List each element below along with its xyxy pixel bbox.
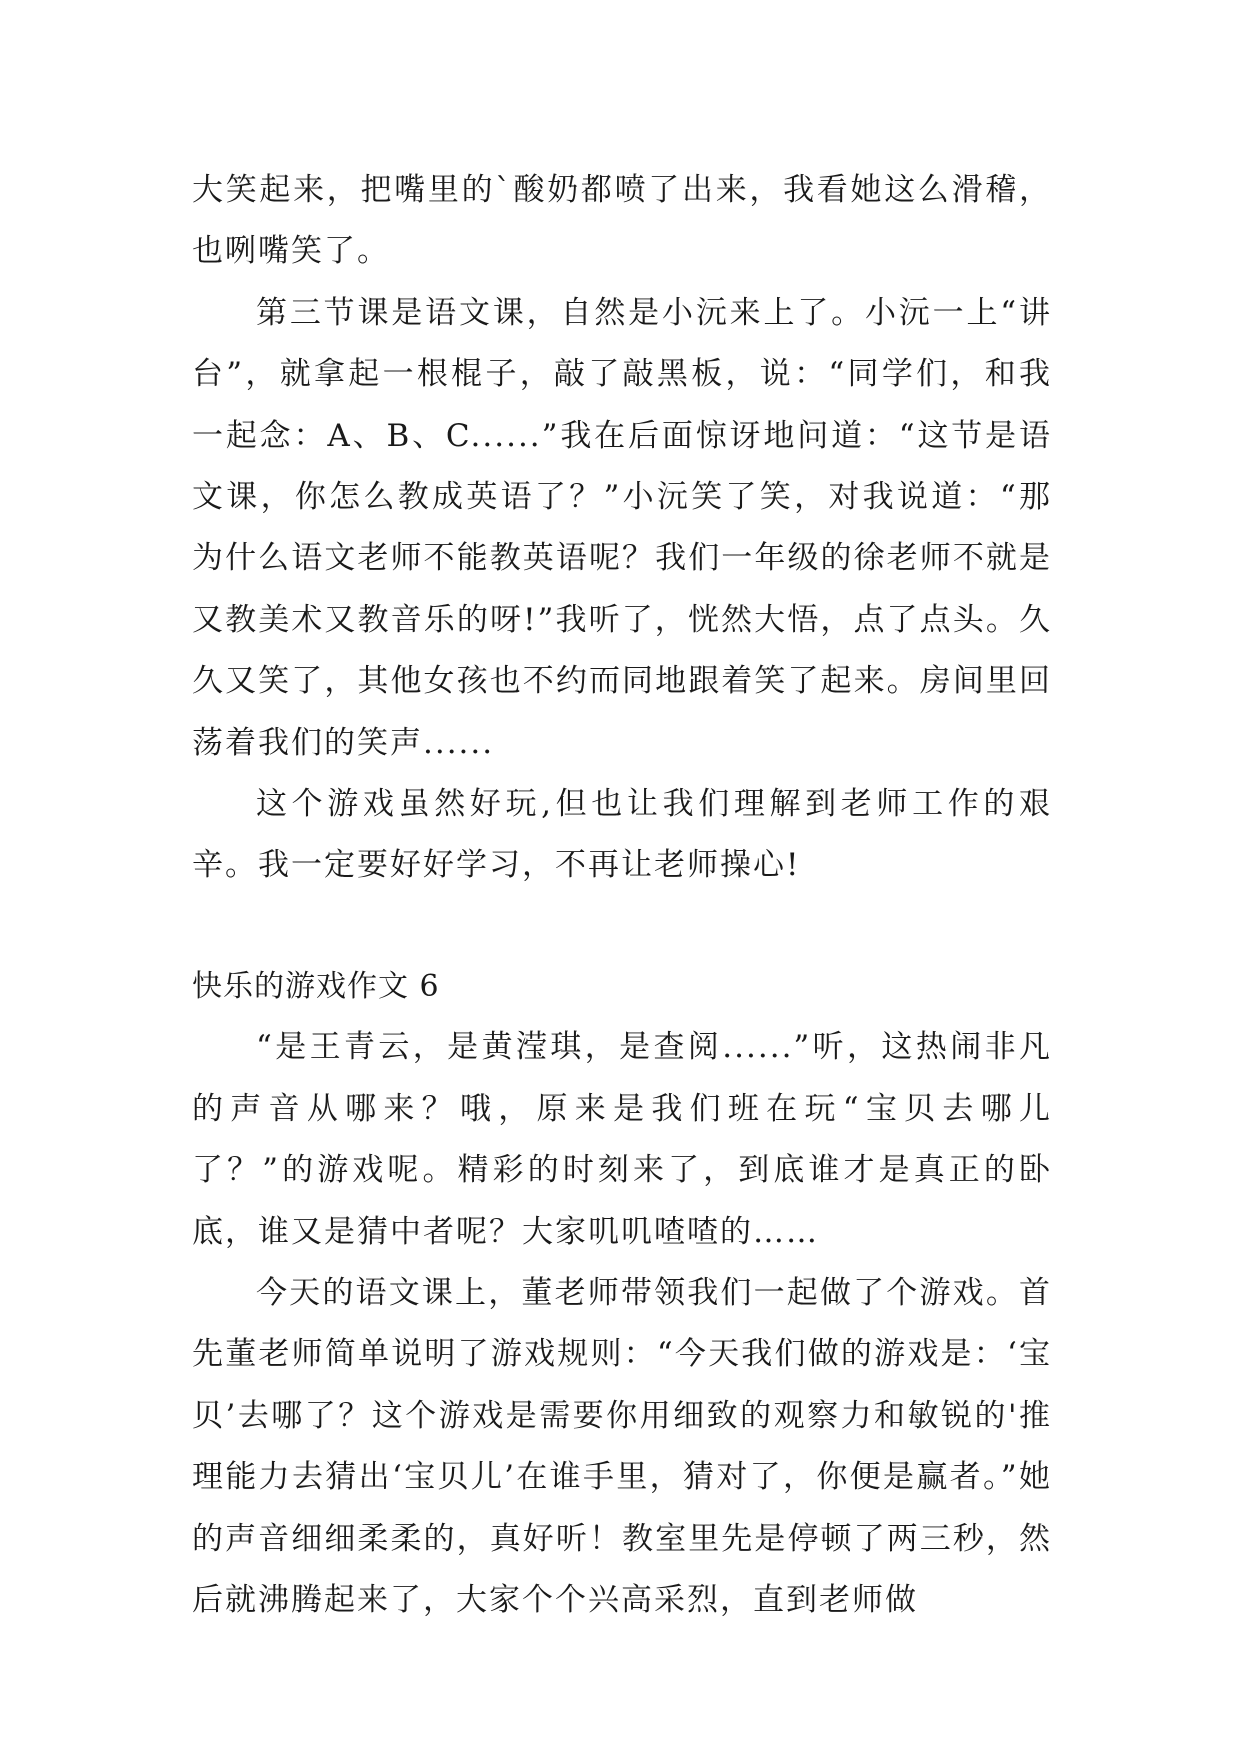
paragraph: 这个游戏虽然好玩,但也让我们理解到老师工作的艰辛。我一定要好好学习，不再让老师操心! <box>192 786 1052 884</box>
paragraph: “是王青云，是黄滢琪，是查阅......”听，这热闹非凡的声音从哪来？哦，原来是我们班在玩“宝贝去哪儿了？”的游戏呢。精彩的时刻来了，到底谁才是真正的卧底，谁又是猜中者呢？大家叽叽喳喳的…… <box>192 1029 1052 1250</box>
paragraph: 大笑起来，把嘴里的`酸奶都喷了出来，我看她这么滑稽，也咧嘴笑了。 <box>192 172 1052 270</box>
document-page <box>192 160 1052 1631</box>
section-spacer <box>192 897 1052 956</box>
paragraph: 第三节课是语文课，自然是小沅来上了。小沅一上“讲台”，就拿起一根棍子，敲了敲黑板，说：“同学们，和我一起念：A、B、C......”我在后面惊讶地问道：“这节是语文课，你怎么教成英语了？”小沅笑了笑，对我说道：“那为什么语文老师不能教英语呢？我们一年级的徐老师不就是又教美术又教音乐的呀!”我听了，恍然大悟，点了点头。久久又笑了，其他女孩也不约而同地跟着笑了起来。房间里回荡着我们的笑声...... <box>192 294 1052 761</box>
paragraph: 今天的语文课上，董老师带领我们一起做了个游戏。首先董老师简单说明了游戏规则：“今天我们做的游戏是：‘宝贝’去哪了？这个游戏是需要你用细致的观察力和敏锐的'推理能力去猜出‘宝贝儿’在谁手里，猜对了，你便是赢者。”她的声音细细柔柔的，真好听！教室里先是停顿了两三秒，然后就沸腾起来了，大家个个兴高采烈，直到老师做 <box>192 1274 1052 1618</box>
section-title: 快乐的游戏作文 6 <box>192 968 440 1004</box>
